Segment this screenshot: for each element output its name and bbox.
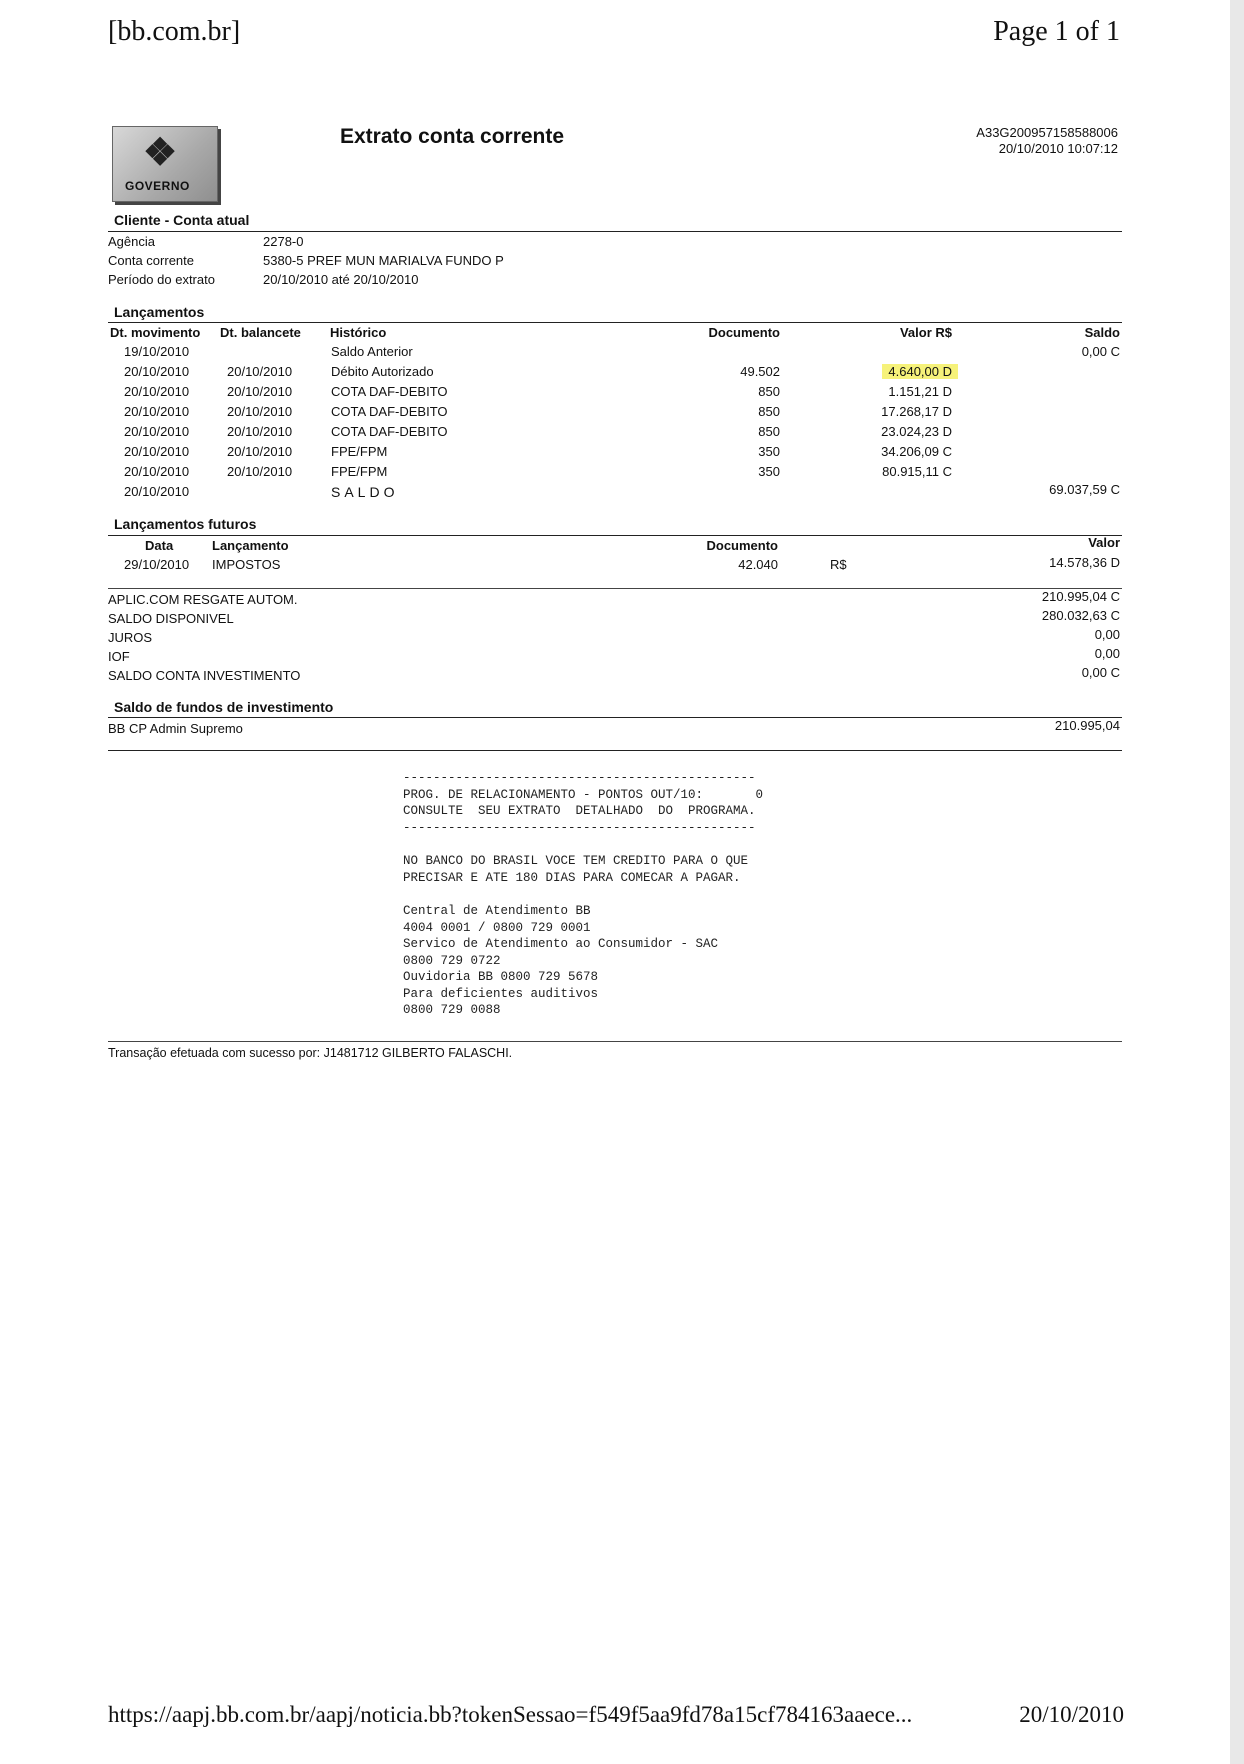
print-footer-url: https://aapj.bb.com.br/aapj/noticia.bb?tokenSessao=f549f5aa9fd78a15cf784163aaece... [108, 1702, 913, 1727]
cell-documento: 350 [758, 444, 780, 459]
col-documento: Documento [708, 325, 780, 340]
summary-label: JUROS [108, 630, 153, 645]
cell-documento: 42.040 [738, 557, 778, 572]
cell-dt-movimento: 19/10/2010 [124, 344, 190, 359]
bank-logo [112, 126, 218, 202]
summary-label: APLIC.COM RESGATE AUTOM. [108, 592, 298, 607]
summary-row [0, 608, 1244, 631]
bb-logo-icon: ❖ [143, 132, 178, 174]
summary-label: SALDO DISPONIVEL [108, 611, 234, 626]
print-header-site: [bb.com.br] [108, 16, 241, 47]
col-historico: Histórico [330, 325, 387, 340]
col-saldo: Saldo [1084, 325, 1120, 340]
cell-valor: 14.578,36 D [1049, 555, 1120, 570]
fundo-value: 210.995,04 [1054, 718, 1120, 733]
cell-dt-balancete: 20/10/2010 [227, 404, 293, 419]
cell-dt-movimento: 20/10/2010 [124, 364, 190, 379]
cell-dt-movimento: 20/10/2010 [124, 424, 190, 439]
col-valor: Valor [1088, 535, 1120, 550]
cell-valor: 17.268,17 D [881, 404, 952, 419]
col-dt-balancete: Dt. balancete [220, 325, 301, 340]
cliente-row [0, 253, 1244, 273]
cliente-label: Conta corrente [108, 253, 194, 268]
summary-label: SALDO CONTA INVESTIMENTO [108, 668, 301, 683]
cell-historico: COTA DAF-DEBITO [331, 424, 448, 439]
cell-dt-balancete: 20/10/2010 [227, 384, 293, 399]
logo-label: GOVERNO [125, 179, 190, 193]
cell-documento: 850 [758, 384, 780, 399]
table-row [0, 444, 1244, 464]
fundo-name: BB CP Admin Supremo [108, 721, 243, 736]
cliente-row [0, 234, 1244, 254]
cliente-label: Período do extrato [108, 272, 215, 287]
col-lancamento: Lançamento [212, 538, 289, 553]
fundos-row [0, 718, 1244, 741]
cell-dt-movimento: 20/10/2010 [124, 384, 190, 399]
cell-valor: 1.151,21 D [888, 384, 952, 399]
document-id: A33G200957158588006 [976, 125, 1118, 140]
divider [108, 535, 1122, 536]
cell-historico: COTA DAF-DEBITO [331, 404, 448, 419]
table-row [0, 344, 1244, 364]
cell-lancamento: IMPOSTOS [212, 557, 281, 572]
cell-dt-movimento: 20/10/2010 [124, 484, 190, 499]
cell-valor: 80.915,11 C [882, 464, 952, 479]
divider [108, 322, 1122, 323]
document-title: Extrato conta corrente [340, 125, 565, 148]
cell-dt-balancete: 20/10/2010 [227, 364, 293, 379]
col-dt-movimento: Dt. movimento [110, 325, 201, 340]
summary-row [0, 665, 1244, 688]
cell-valor-highlighted: 4.640,00 D [882, 364, 958, 379]
divider [108, 717, 1122, 718]
cell-dt-balancete: 20/10/2010 [227, 424, 293, 439]
cliente-section-title: Cliente - Conta atual [114, 212, 250, 228]
cell-historico: FPE/FPM [331, 444, 388, 459]
cell-historico: Débito Autorizado [331, 364, 434, 379]
message-credito: NO BANCO DO BRASIL VOCE TEM CREDITO PARA O QUE PRECISAR E ATE 180 DIAS PARA COMECAR A PAGAR. [403, 854, 749, 885]
cell-documento: 350 [758, 464, 780, 479]
divider [108, 750, 1122, 751]
table-row [0, 557, 1244, 577]
message-relacionamento: ----------------------------------------------- PROG. DE RELACIONAMENTO - PONTOS OUT/10: 0 CONSULTE SEU EXTRATO DETALHADO DO PROGRAMA. ----------------------------------------------- [403, 771, 764, 835]
message-atendimento: Central de Atendimento BB 4004 0001 / 0800 729 0001 Servico de Atendimento ao Consumidor - SAC 0800 729 0722 Ouvidoria BB 0800 729 5678 Para deficientes auditivos 0800 729 0088 [403, 904, 719, 1017]
table-row [0, 364, 1244, 384]
cell-valor: 34.206,09 C [881, 444, 952, 459]
table-row [0, 484, 1244, 504]
cell-dt-balancete: 20/10/2010 [227, 444, 293, 459]
table-row [0, 404, 1244, 424]
cell-saldo: 0,00 C [1081, 344, 1120, 359]
fundos-section-title: Saldo de fundos de investimento [114, 699, 334, 715]
cell-dt-movimento: 20/10/2010 [124, 464, 190, 479]
summary-value: 210.995,04 C [1041, 589, 1120, 604]
summary-row [0, 627, 1244, 650]
cell-historico: FPE/FPM [331, 464, 388, 479]
cliente-label: Agência [108, 234, 155, 249]
col-data: Data [145, 538, 174, 553]
table-row [0, 464, 1244, 484]
print-header-page: Page 1 of 1 [993, 16, 1120, 47]
cliente-row [0, 272, 1244, 292]
cell-dt-movimento: 20/10/2010 [124, 444, 190, 459]
summary-label: IOF [108, 649, 130, 664]
col-valor: Valor R$ [899, 325, 952, 340]
cell-currency: R$ [830, 557, 847, 572]
cliente-value: 2278-0 [263, 234, 304, 249]
futuros-section-title: Lançamentos futuros [114, 516, 257, 532]
cliente-value: 5380-5 PREF MUN MARIALVA FUNDO P [263, 253, 504, 268]
divider [108, 231, 1122, 232]
cell-historico: SALDO [331, 484, 399, 500]
cell-historico: COTA DAF-DEBITO [331, 384, 448, 399]
cell-documento: 49.502 [740, 364, 780, 379]
summary-value: 0,00 [1094, 627, 1120, 642]
summary-row [0, 646, 1244, 669]
cell-valor: 23.024,23 D [881, 424, 952, 439]
lancamentos-section-title: Lançamentos [114, 304, 205, 320]
col-documento: Documento [706, 538, 778, 553]
cell-documento: 850 [758, 404, 780, 419]
cell-data: 29/10/2010 [124, 557, 190, 572]
cell-dt-movimento: 20/10/2010 [124, 404, 190, 419]
transaction-note: Transação efetuada com sucesso por: J1481712 GILBERTO FALASCHI. [108, 1046, 513, 1060]
cliente-value: 20/10/2010 até 20/10/2010 [263, 272, 419, 287]
lancamentos-header-row [0, 325, 1244, 345]
print-footer-date: 20/10/2010 [1019, 1702, 1124, 1727]
cell-dt-balancete: 20/10/2010 [227, 464, 293, 479]
table-row [0, 384, 1244, 404]
summary-value: 0,00 [1094, 646, 1120, 661]
cell-saldo: 69.037,59 C [1049, 482, 1120, 497]
document-timestamp: 20/10/2010 10:07:12 [998, 141, 1118, 156]
summary-value: 280.032,63 C [1041, 608, 1120, 623]
divider [108, 1041, 1122, 1042]
divider [108, 588, 1122, 589]
cell-documento: 850 [758, 424, 780, 439]
cell-historico: Saldo Anterior [331, 344, 413, 359]
document-id-block [976, 125, 1118, 157]
table-row [0, 424, 1244, 444]
summary-value: 0,00 C [1081, 665, 1120, 680]
